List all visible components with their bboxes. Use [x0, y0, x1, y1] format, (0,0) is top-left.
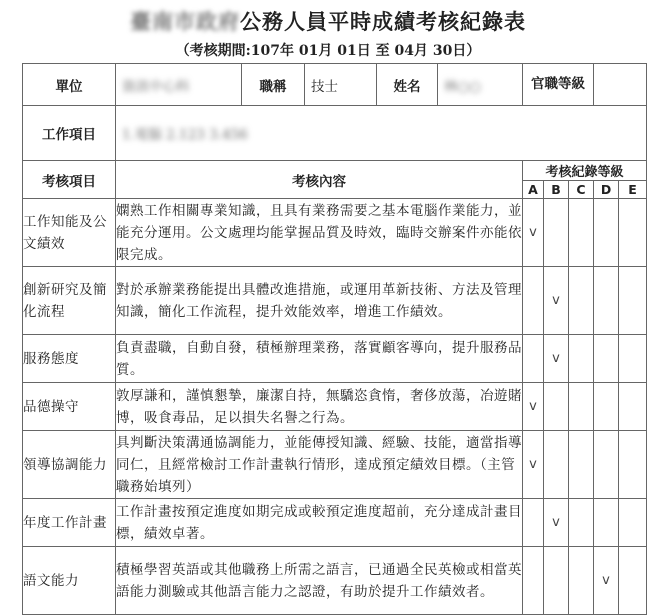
info-row	[23, 64, 647, 106]
assessment-item: 語文能力	[23, 547, 116, 615]
item-header: 考核項目	[23, 161, 116, 199]
grade-cell-d	[594, 431, 619, 499]
position-value: 技士	[305, 64, 377, 106]
table-row	[23, 335, 647, 383]
assessment-item: 品德操守	[23, 383, 116, 431]
grade-header: 考核紀錄等級	[523, 161, 647, 181]
grade-cell-a	[523, 499, 544, 547]
grade-cell-a	[523, 267, 544, 335]
grade-letter: D	[594, 181, 619, 199]
grade-cell-c	[569, 383, 594, 431]
name-label: 姓名	[377, 64, 438, 106]
grade-cell-c	[569, 499, 594, 547]
table-row	[23, 547, 647, 615]
official-grade-label: 官職等級	[523, 64, 594, 106]
assessment-content: 具判斷決策溝通協調能力，並能傳授知識、經驗、技能，適當指導同仁，且經常檢討工作計畫執行情形，達成預定績效目標。（主管職務始填列）	[116, 431, 523, 499]
grade-cell-d	[594, 335, 619, 383]
unit-value	[116, 64, 242, 106]
name-value	[438, 64, 523, 106]
name-value-redacted: 林○○	[444, 78, 482, 95]
table-row	[23, 499, 647, 547]
official-grade-value	[594, 64, 647, 106]
org-name-redacted: 臺南市政府	[130, 9, 240, 34]
grade-cell-d	[594, 267, 619, 335]
grade-letter: A	[523, 181, 544, 199]
grade-cell-a: v	[523, 383, 544, 431]
assessment-item: 創新研究及簡化流程	[23, 267, 116, 335]
grade-cell-d: v	[594, 547, 619, 615]
assessment-form-table	[22, 63, 647, 615]
assessment-item: 服務態度	[23, 335, 116, 383]
form-title-text: 公務人員平時成績考核紀錄表	[240, 9, 526, 34]
grade-cell-b	[544, 547, 569, 615]
grade-cell-b	[544, 431, 569, 499]
grade-cell-d	[594, 499, 619, 547]
grade-letter: B	[544, 181, 569, 199]
grade-cell-e	[619, 267, 647, 335]
unit-value-redacted: 資訊中心科	[122, 78, 190, 95]
work-items-row	[23, 106, 647, 161]
grade-cell-b: v	[544, 335, 569, 383]
grade-cell-c	[569, 199, 594, 267]
table-header-row	[23, 161, 647, 181]
table-row	[23, 199, 647, 267]
assessment-item: 工作知能及公文績效	[23, 199, 116, 267]
grade-cell-a: v	[523, 431, 544, 499]
assessment-content: 積極學習英語或其他職務上所需之語言，已通過全民英檢或相當英語能力測驗或其他語言能力之認證，有助於提升工作績效者。	[116, 547, 523, 615]
unit-label: 單位	[23, 64, 116, 106]
grade-cell-d	[594, 199, 619, 267]
grade-cell-e	[619, 499, 647, 547]
work-items-value	[116, 106, 647, 161]
grade-cell-c	[569, 335, 594, 383]
grade-letter: E	[619, 181, 647, 199]
grade-cell-c	[569, 431, 594, 499]
table-row	[23, 267, 647, 335]
content-header: 考核內容	[116, 161, 523, 199]
assessment-content: 負責盡職，自動自發，積極辦理業務，落實顧客導向，提升服務品質。	[116, 335, 523, 383]
grade-cell-b: v	[544, 267, 569, 335]
grade-cell-e	[619, 431, 647, 499]
form-title	[0, 6, 656, 36]
assessment-content: 敦厚謙和，謹慎懇摯，廉潔自持，無驕恣貪惰，奢侈放蕩，冶遊賭博，吸食毒品，足以損失名譽之行為。	[116, 383, 523, 431]
assessment-content: 嫻熟工作相關專業知識，且具有業務需要之基本電腦作業能力，並能充分運用。公文處理均能掌握品質及時效，臨時交辦案件亦能依限完成。	[116, 199, 523, 267]
assessment-content: 對於承辦業務能提出具體改進措施，或運用革新技術、方法及管理知識，簡化工作流程，提升效能效率，增進工作績效。	[116, 267, 523, 335]
grade-cell-d	[594, 383, 619, 431]
grade-cell-a: v	[523, 199, 544, 267]
assessment-content: 工作計畫按預定進度如期完成或較預定進度超前，充分達成計畫目標，績效卓著。	[116, 499, 523, 547]
grade-cell-c	[569, 547, 594, 615]
grade-cell-e	[619, 335, 647, 383]
grade-cell-b	[544, 383, 569, 431]
grade-cell-e	[619, 199, 647, 267]
table-row	[23, 431, 647, 499]
grade-cell-a	[523, 547, 544, 615]
work-items-label: 工作項目	[23, 106, 116, 161]
assessment-item: 領導協調能力	[23, 431, 116, 499]
grade-cell-e	[619, 547, 647, 615]
grade-cell-b: v	[544, 499, 569, 547]
grade-cell-e	[619, 383, 647, 431]
grade-cell-c	[569, 267, 594, 335]
grade-cell-a	[523, 335, 544, 383]
grade-letter: C	[569, 181, 594, 199]
grade-cell-b	[544, 199, 569, 267]
table-row	[23, 383, 647, 431]
position-label: 職稱	[242, 64, 305, 106]
work-items-value-redacted: 1.電腦 2.123 3.456	[122, 127, 248, 143]
assessment-item: 年度工作計畫	[23, 499, 116, 547]
assessment-period: （考核期間:107年 01月 01日 至 04月 30日）	[175, 43, 481, 59]
